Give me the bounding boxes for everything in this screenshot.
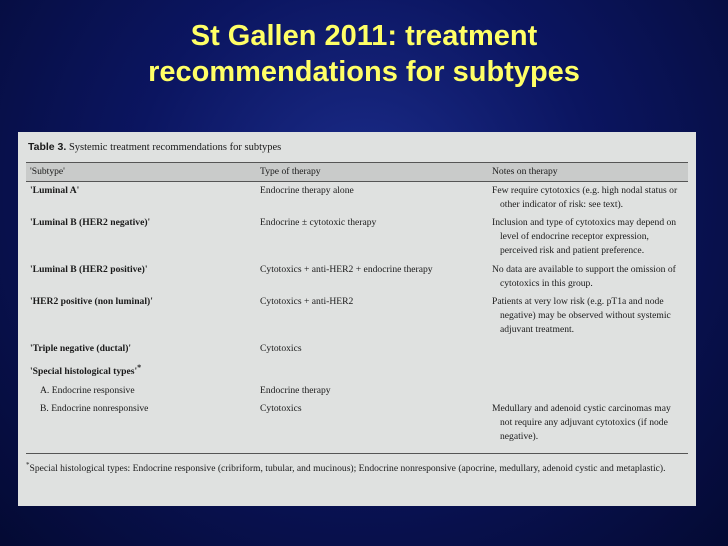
table-row	[26, 181, 688, 214]
table-row	[26, 261, 688, 294]
therapy-cell: Cytotoxics	[260, 342, 302, 354]
footnote-marker: *	[137, 362, 142, 372]
table-header-row	[26, 163, 688, 182]
subtype-cell: 'HER2 positive (non luminal)'	[30, 296, 153, 308]
header-therapy: Type of therapy	[256, 163, 488, 182]
notes-cell	[488, 359, 688, 382]
table-footnote	[26, 453, 688, 476]
subtype-cell: B. Endocrine nonresponsive	[40, 403, 149, 415]
footnote-text: Special histological types: Endocrine responsive (cribriform, tubular, and mucinous); Endocrine nonresponsive (apocrine, medullary, adenoid cystic and metaplastic).	[29, 462, 666, 474]
table-caption-label: Table 3.	[28, 141, 67, 153]
therapy-cell	[256, 359, 488, 382]
subtype-cell: A. Endocrine responsive	[40, 384, 135, 396]
table-caption	[28, 140, 688, 154]
therapy-cell: Cytotoxics + anti-HER2	[260, 296, 354, 308]
therapy-cell: Endocrine ± cytotoxic therapy	[260, 217, 377, 229]
notes-cell	[488, 340, 688, 359]
therapy-cell: Endocrine therapy alone	[260, 184, 354, 196]
subtype-cell: 'Luminal A'	[30, 184, 80, 196]
slide-title	[0, 18, 728, 90]
table-row	[26, 382, 688, 401]
subtype-cell: 'Luminal B (HER2 negative)'	[30, 217, 151, 229]
notes-cell: Few require cytotoxics (e.g. high nodal status or other indicator of risk: see text).	[492, 184, 678, 210]
therapy-cell: Cytotoxics	[260, 403, 302, 415]
notes-cell: Inclusion and type of cytotoxics may depend on level of endocrine receptor expression, perceived risk and patient preference.	[492, 217, 677, 256]
table-row	[26, 340, 688, 359]
slide-title-line-1: St Gallen 2011: treatment	[190, 20, 538, 52]
treatment-table	[26, 162, 688, 447]
subtype-cell: 'Luminal B (HER2 positive)'	[30, 263, 148, 275]
table-row	[26, 293, 688, 339]
header-notes: Notes on therapy	[488, 163, 688, 182]
notes-cell	[488, 382, 688, 401]
header-subtype: 'Subtype'	[26, 163, 256, 182]
subtype-cell	[26, 359, 256, 382]
notes-cell: Medullary and adenoid cystic carcinomas may not require any adjuvant cytotoxics (if node negative).	[492, 403, 671, 442]
subtype-text: 'Special histological types'	[30, 365, 138, 377]
subtype-cell: 'Triple negative (ductal)'	[30, 342, 132, 354]
therapy-cell: Cytotoxics + anti-HER2 + endocrine therapy	[260, 263, 433, 275]
table-row	[26, 400, 688, 446]
slide-title-line-2: recommendations for subtypes	[148, 56, 580, 88]
table-image-panel	[18, 132, 696, 506]
notes-cell: No data are available to support the omission of cytotoxics in this group.	[492, 263, 676, 289]
footnote-mark: *	[26, 460, 30, 469]
therapy-cell: Endocrine therapy	[260, 384, 331, 396]
table-caption-text: Systemic treatment recommendations for subtypes	[68, 142, 282, 153]
notes-cell: Patients at very low risk (e.g. pT1a and node negative) may be observed without systemic adjuvant treatment.	[492, 296, 671, 335]
table-row	[26, 214, 688, 260]
table-row	[26, 359, 688, 382]
